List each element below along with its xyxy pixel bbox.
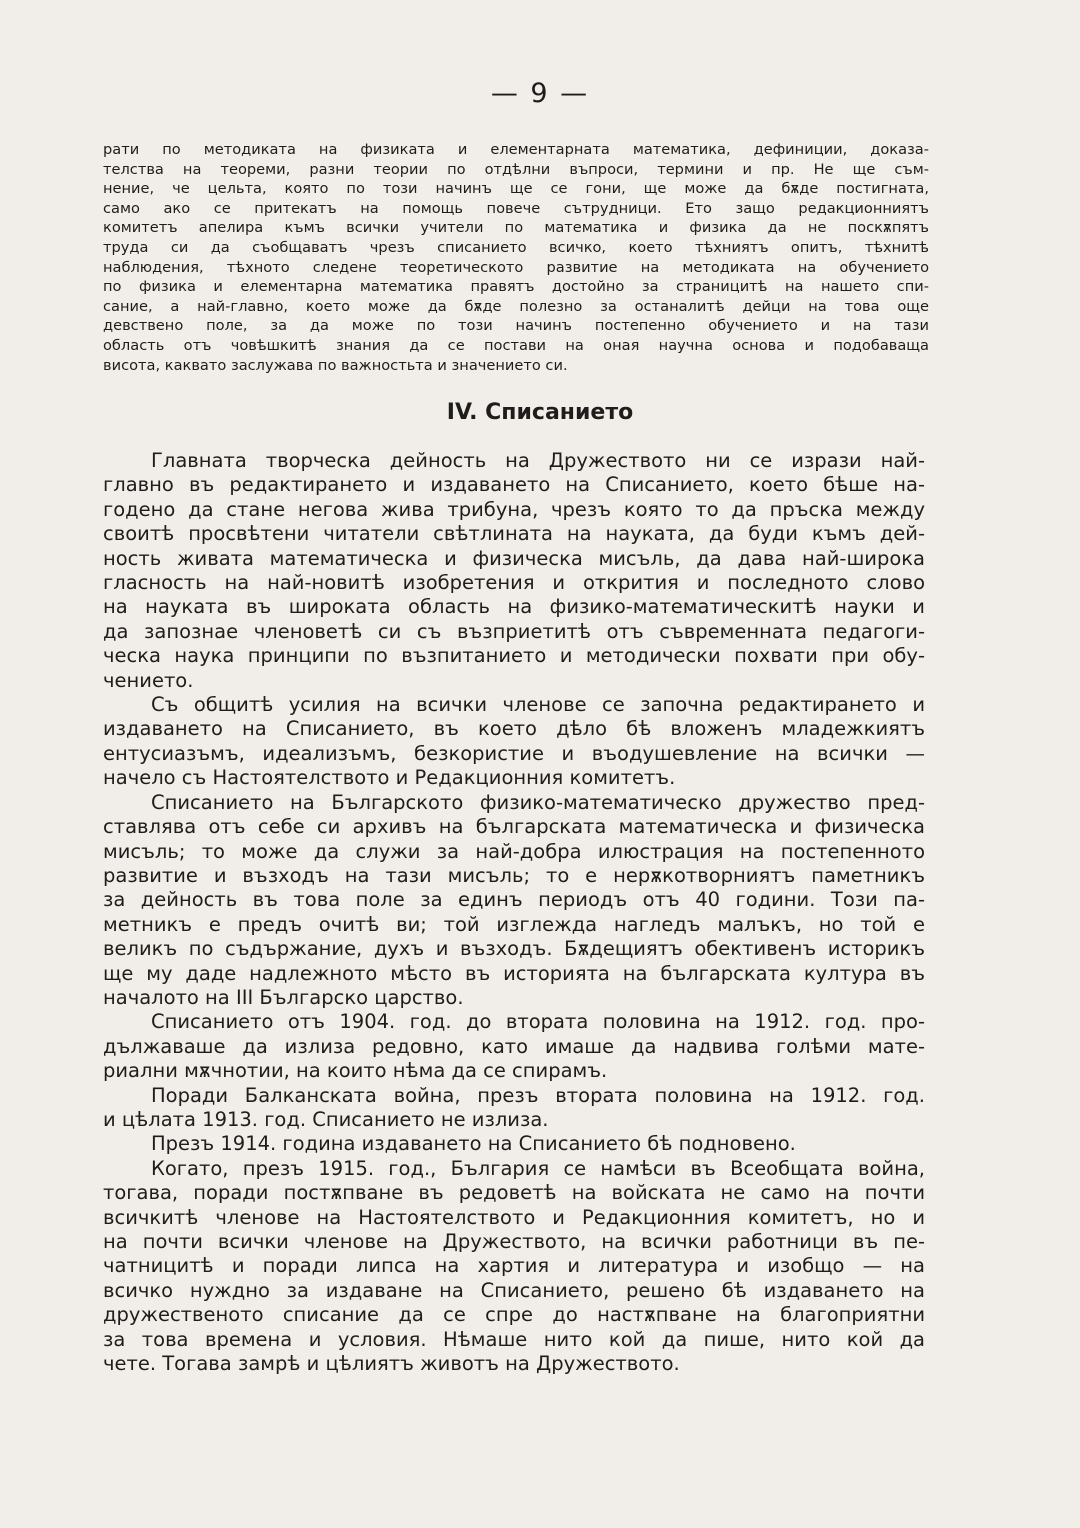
text-line: Когато, презъ 1915. год., България се намѣси въ Всеобщата война, — [151, 1156, 925, 1180]
section-body — [103, 449, 925, 1376]
text-line: за това времена и условия. Нѣмаше нито кой да пише, нито кой да — [103, 1327, 925, 1351]
intro-paragraph — [103, 140, 929, 375]
text-line: дължаваше да излиза редовно, като имаше да надвива голѣми мате- — [103, 1034, 925, 1058]
text-line: да запознае членоветѣ си съ възприетитѣ отъ съвременната педагоги- — [103, 619, 925, 643]
text-line: великъ по съдържание, духъ и възходъ. Бѫдещиятъ обективенъ историкъ — [103, 937, 925, 961]
text-line: по физика и елементарна математика правятъ достойно за страницитѣ на нашето спи- — [103, 278, 929, 296]
text-line: телства на теореми, разни теории по отдѣлни въпроси, термини и пр. Не ще съм- — [103, 160, 929, 178]
text-line: ность живата математическа и физическа мисъль, да дава най-широка — [103, 546, 925, 570]
text-line: ставлява отъ себе си архивъ на българската математическа и физическа — [103, 815, 925, 839]
text-line: всичкитѣ членове на Настоятелството и Редакционния комитетъ, но и — [103, 1205, 925, 1229]
text-line: само ако се притекатъ на помощь повече сътрудници. Ето защо редакционниятъ — [103, 199, 929, 217]
text-line: комитетъ апелира къмъ всички учители по математика и физика да не поскѫпятъ — [103, 219, 929, 237]
text-line: риални мѫчнотии, на които нѣма да се спирамъ. — [103, 1059, 608, 1083]
text-line: всичко нуждно за издаване на Списанието, решено бѣ издаването на — [103, 1278, 925, 1302]
text-line: на науката въ широката область на физико-математическитѣ науки и — [103, 595, 925, 619]
text-line: своитѣ просвѣтени читатели свѣтлината на науката, да буди къмъ дей- — [103, 522, 925, 546]
text-line: Главната творческа дейность на Дружеството ни се изрази най- — [151, 449, 925, 472]
text-line: нение, че цельта, която по този начинъ ще се гони, ще може да бѫде постигната, — [103, 180, 929, 198]
page-number: — 9 — — [490, 78, 590, 109]
text-line: издаването на Списанието, въ което дѣло бѣ вложенъ младежкиятъ — [103, 717, 925, 741]
text-line: на почти всички членове на Дружеството, на всички работници въ пе- — [103, 1230, 925, 1253]
text-line: наблюдения, тѣхното следене теоретическото развитие на методиката на обучението — [103, 258, 929, 276]
text-line: ческа наука принципи по възпитанието и методически похвати при обу- — [103, 644, 925, 668]
text-line: чението. — [103, 668, 194, 692]
text-line: чете. Тогава замрѣ и цѣлиятъ животъ на Дружеството. — [103, 1352, 680, 1376]
text-line: гласность на най-новитѣ изобретения и открития и последното слово — [103, 571, 925, 595]
text-line: Списанието отъ 1904. год. до втората половина на 1912. год. про- — [151, 1010, 925, 1034]
text-line: висота, каквато заслужава по важностьта и значението си. — [103, 356, 568, 374]
text-line: чатницитѣ и поради липса на хартия и литература и изобщо — на — [103, 1254, 925, 1278]
text-line: рати по методиката на физиката и елементарната математика, дефиниции, доказа- — [103, 141, 929, 158]
text-line: метникъ е предъ очитѣ ви; той изглежда нагледъ малъкъ, но той е — [103, 912, 925, 936]
text-line: Поради Балканската война, презъ втората половина на 1912. год. — [151, 1083, 925, 1107]
text-line: мисъль; то може да служи за най-добра илюстрация на постепенното — [103, 839, 925, 863]
text-line: тогава, поради постѫпване въ редоветѣ на войската не само на почти — [103, 1181, 925, 1205]
text-line: Презъ 1914. година издаването на Списанието бѣ подновено. — [151, 1132, 796, 1156]
text-line: началото на III Българско царство. — [103, 985, 464, 1009]
text-line: Списанието на Българското физико-математическо дружество пред- — [151, 790, 925, 814]
section-heading: IV. Списанието — [446, 400, 634, 425]
text-line: сание, а най-главно, което може да бѫде полезно за останалитѣ дейци на това още — [103, 297, 929, 315]
text-line: за дейность въ това поле за единъ периодъ отъ 40 години. Този па- — [103, 888, 925, 912]
text-line: девствено поле, за да може по този начинъ постепенно обучението и на тази — [103, 317, 929, 335]
text-line: и цѣлата 1913. год. Списанието не излиза. — [103, 1107, 549, 1131]
text-line: труда си да съобщаватъ чрезъ списанието всичко, което тѣхниятъ опитъ, тѣхнитѣ — [103, 238, 929, 256]
text-line: ентусиазъмъ, идеализъмъ, безкористие и въодушевление на всички — — [103, 741, 925, 765]
text-line: начело съ Настоятелството и Редакционния комитетъ. — [103, 766, 676, 790]
text-line: ще му даде надлежното мѣсто въ историята на българската култура въ — [103, 961, 925, 985]
text-line: область отъ човѣшкитѣ знания да се постави на оная научна основа и подобаваща — [103, 336, 929, 354]
text-line: главно въ редактирането и издаването на Списанието, което бѣше на- — [103, 473, 925, 497]
text-line: дружественото списание да се спре до настѫпване на благоприятни — [103, 1303, 925, 1327]
text-line: Съ общитѣ усилия на всички членове се започна редактирането и — [151, 693, 925, 717]
text-line: годено да стане негова жива трибуна, чрезъ която то да пръска между — [103, 497, 925, 521]
text-line: развитие и възходъ на тази мисъль; то е нерѫкотворниятъ паметникъ — [103, 863, 925, 887]
